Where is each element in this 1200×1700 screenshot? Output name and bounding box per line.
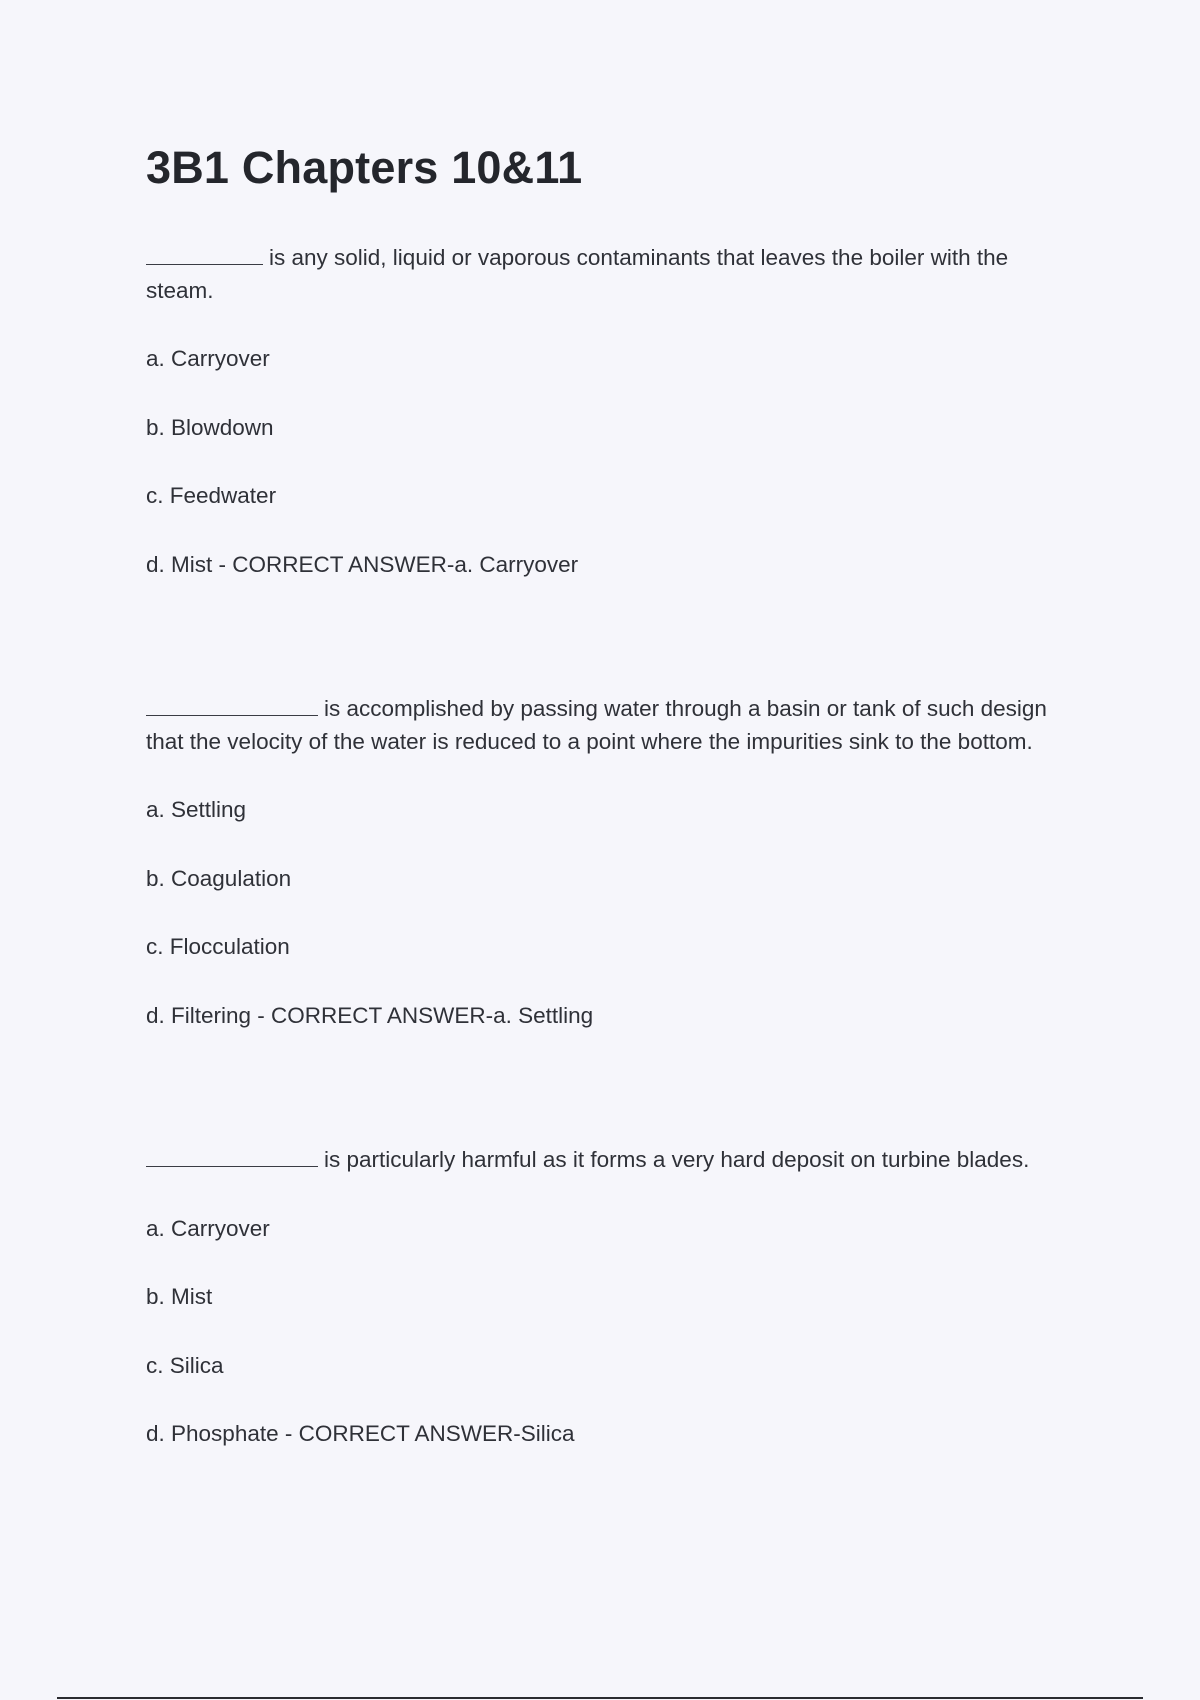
- question-1-option-c: c. Feedwater: [146, 483, 277, 508]
- question-2: [146, 693, 1066, 1032]
- question-1-stem: [146, 242, 1066, 307]
- question-3-option-a: a. Carryover: [146, 1215, 270, 1241]
- question-1-option-a: a. Carryover: [146, 346, 270, 371]
- question-3-stem: [146, 1144, 1066, 1177]
- question-2-stem-text: is accomplished by passing water through a basin or tank of such design that the velocity of the water is reduced to a point where the impurities sink to the bottom.: [146, 696, 1047, 754]
- page-title: 3B1 Chapters 10&11: [146, 142, 583, 193]
- question-3-option-b: b. Mist: [146, 1284, 213, 1309]
- fill-in-blank: [146, 244, 263, 265]
- fill-in-blank: [146, 695, 318, 716]
- question-1-stem-text: is any solid, liquid or vaporous contaminants that leaves the boiler with the steam.: [146, 245, 1009, 303]
- question-3-option-d: d. Phosphate - CORRECT ANSWER-Silica: [146, 1421, 575, 1446]
- question-1-option-d: d. Mist - CORRECT ANSWER-a. Carryover: [146, 551, 579, 577]
- fill-in-blank: [146, 1146, 318, 1167]
- question-2-option-b: b. Coagulation: [146, 865, 292, 891]
- question-2-stem: [146, 693, 1066, 758]
- question-2-option-c: c. Flocculation: [146, 934, 290, 959]
- question-1-option-b: b. Blowdown: [146, 414, 274, 440]
- question-1: [146, 242, 1066, 581]
- question-3-option-c: c. Silica: [146, 1352, 224, 1378]
- question-3-stem-text: is particularly harmful as it forms a very hard deposit on turbine blades.: [324, 1147, 1030, 1172]
- footer-divider: [57, 1697, 1143, 1699]
- document-page: [146, 140, 1066, 1451]
- question-3: [146, 1144, 1066, 1451]
- question-2-option-d: d. Filtering - CORRECT ANSWER-a. Settling: [146, 1002, 594, 1028]
- question-2-option-a: a. Settling: [146, 797, 247, 822]
